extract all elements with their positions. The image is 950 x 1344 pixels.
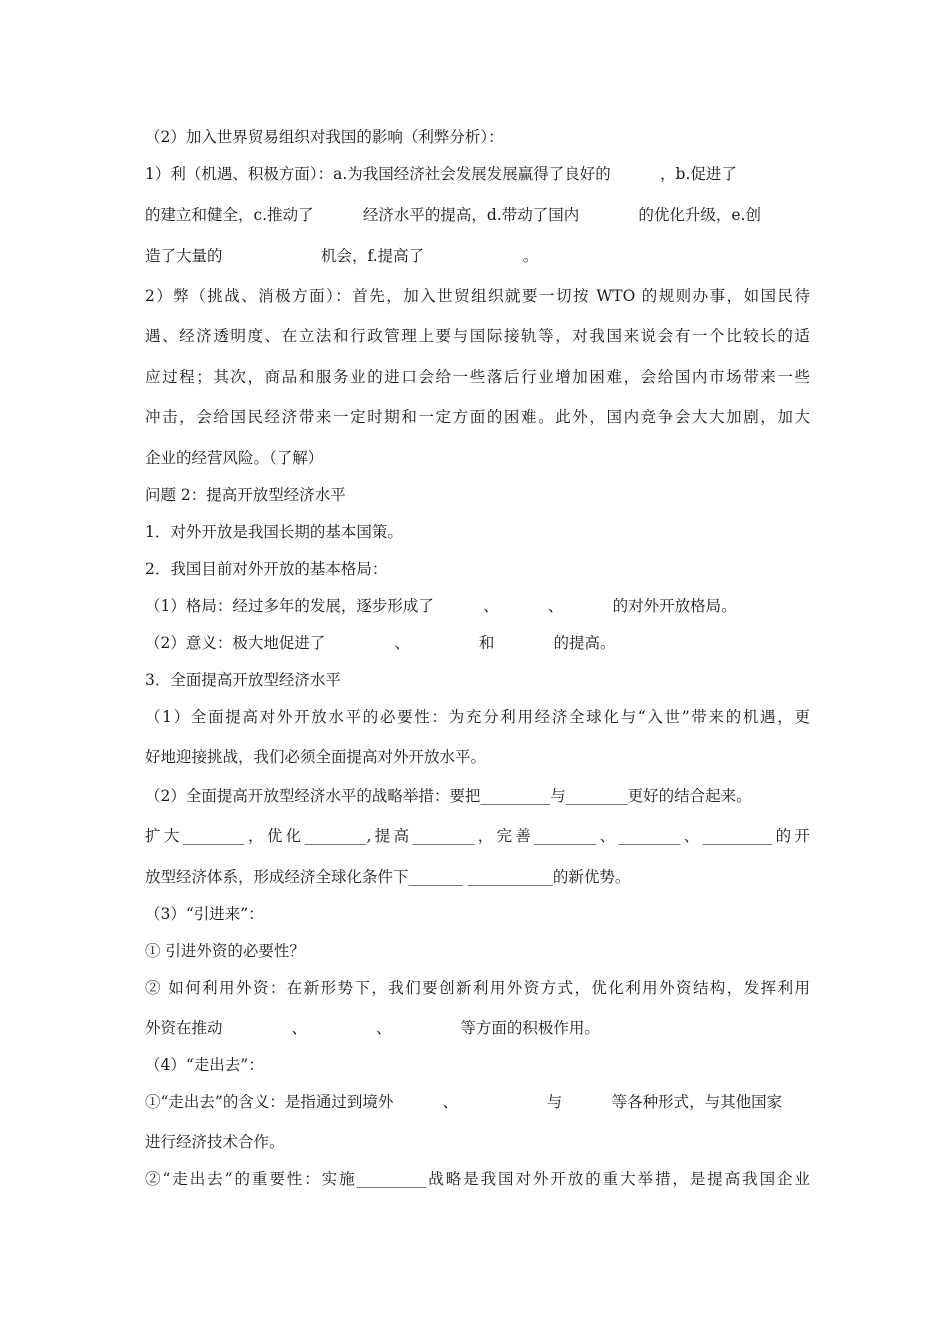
text-line: 好地迎接挑战，我们必须全面提高对外开放水平。	[145, 748, 487, 766]
text-line: （2）加入世界贸易组织对我国的影响（利弊分析）：	[145, 128, 504, 146]
text-line: 的建立和健全，c.推动了 经济水平的提高，d.带动了国内 的优化升级，e.创	[145, 206, 761, 224]
text-line: 冲击，会给国民经济带来一定时期和一定方面的困难。此外，国内竞争会大大加剧，加大	[145, 408, 810, 426]
text-line: 遇、经济透明度、在立法和行政管理上要与国际接轨等，对我国来说会有一个比较长的适	[145, 327, 810, 345]
text-line: 企业的经营风险。（了解）	[145, 449, 324, 467]
section-heading: 3．全面提高开放型经济水平	[145, 671, 341, 689]
text-line: 1．对外开放是我国长期的基本国策。	[145, 523, 403, 541]
text-line: ①“走出去”的含义：是指通过到境外 、 与 等各种形式，与其他国家	[145, 1093, 783, 1111]
text-line: ② 如何利用外资：在新形势下，我们要创新利用外资方式，优化利用外资结构，发挥利用	[145, 979, 810, 997]
text-line: 放型经济体系，形成经济全球化条件下_______ ___________的新优势。	[145, 868, 631, 886]
text-line: 应过程；其次，商品和服务业的进口会给一些落后行业增加困难，会给国内市场带来一些	[145, 368, 810, 386]
text-line: （4）“走出去”：	[145, 1056, 264, 1074]
text-line: 2．我国目前对外开放的基本格局：	[145, 560, 388, 578]
text-line: 造了大量的 机会，f.提高了 。	[145, 247, 539, 265]
text-line: （2）意义：极大地促进了 、 和 的提高。	[145, 634, 616, 652]
text-line: ②“走出去”的重要性：实施_________战略是我国对外开放的重大举措，是提高我国企业	[145, 1170, 810, 1188]
text-line: 外资在推动 、 、 等方面的积极作用。	[145, 1019, 600, 1037]
text-line: ① 引进外资的必要性？	[145, 942, 305, 960]
text-line: 2）弊（挑战、消极方面）：首先，加入世贸组织就要一切按 WTO 的规则办事，如国民待	[145, 287, 810, 305]
text-line: （1）格局：经过多年的发展，逐步形成了 、 、 的对外开放格局。	[145, 597, 737, 615]
text-line: （1）全面提高对外开放水平的必要性：为充分利用经济全球化与“入世”带来的机遇，更	[145, 708, 810, 726]
text-line: 进行经济技术合作。	[145, 1133, 285, 1151]
text-line: 扩大________，优化________,提高________，完善________、________、_________的开	[145, 827, 810, 845]
text-line: （2）全面提高开放型经济水平的战略举措：要把_________与________更好的结合起来。	[145, 787, 752, 805]
section-heading: 问题 2：提高开放型经济水平	[145, 486, 346, 504]
text-line: 1）利（机遇、积极方面）：a.为我国经济社会发展发展赢得了良好的 ，b.促进了	[145, 165, 737, 183]
text-line: （3）“引进来”：	[145, 905, 264, 923]
